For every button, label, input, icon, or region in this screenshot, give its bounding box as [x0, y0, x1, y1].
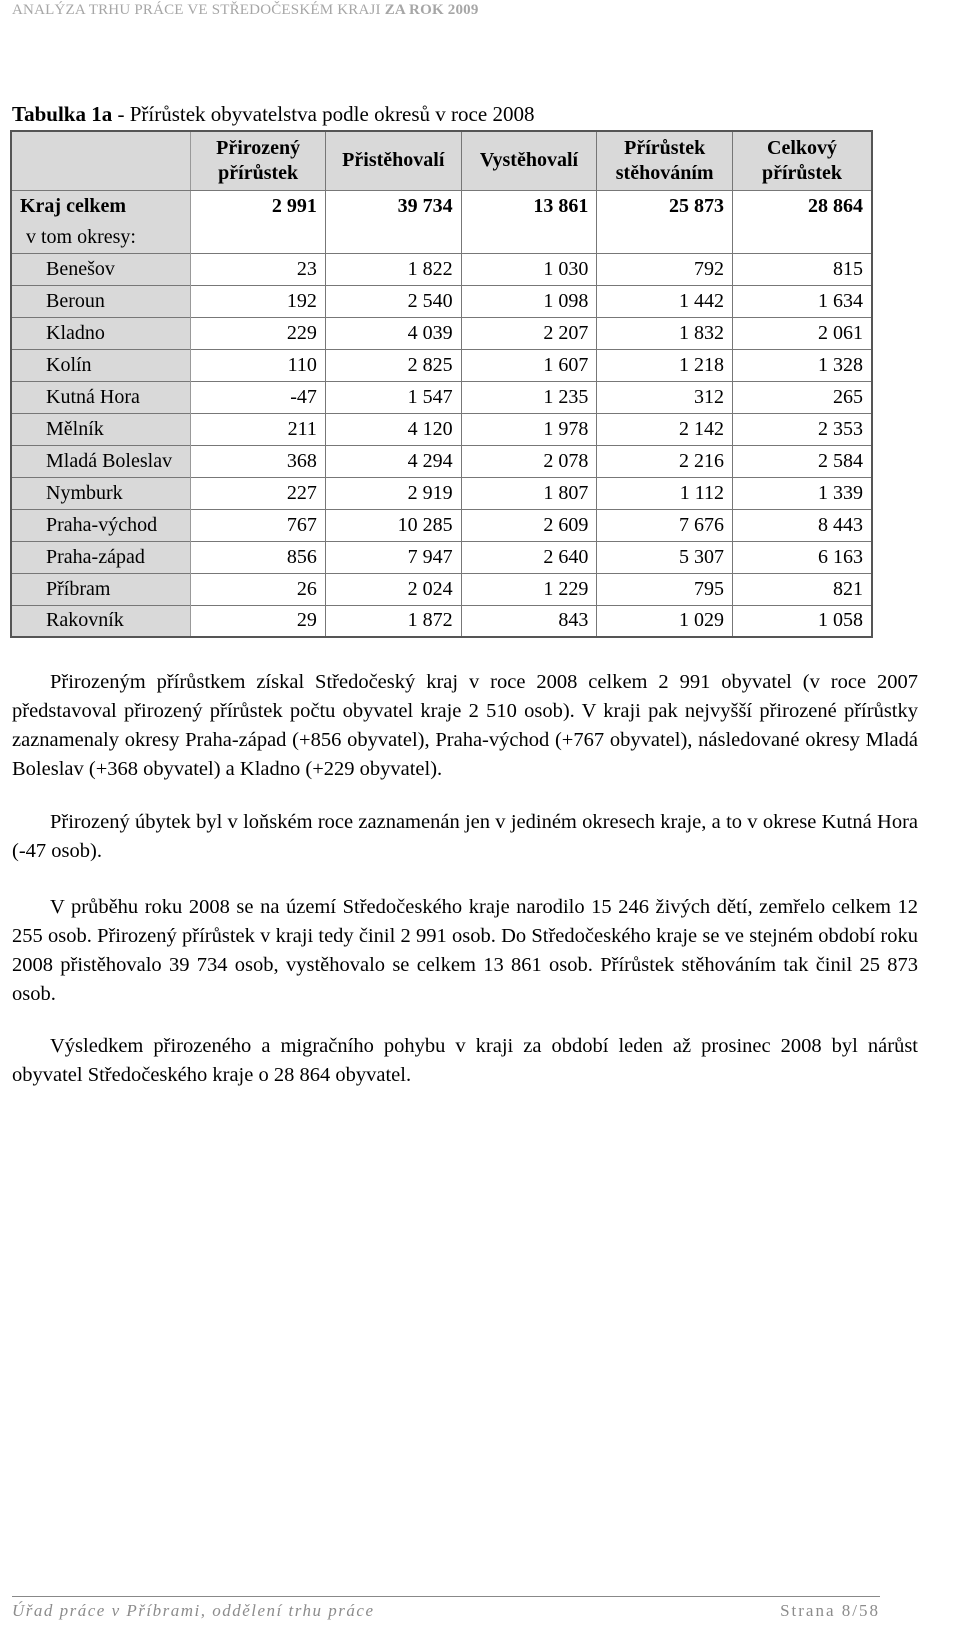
population-table: [10, 130, 873, 638]
col-header-immigrants: Přistěhovalí: [325, 131, 461, 190]
footer-page-number: Strana 8/58: [780, 1601, 880, 1620]
running-header: [12, 2, 479, 19]
row-label: Benešov: [11, 253, 191, 285]
table-cell: 2 825: [325, 349, 461, 381]
footer-office: Úřad práce v Příbrami, oddělení trhu práce: [12, 1601, 375, 1620]
table-row: [11, 541, 872, 573]
row-label: Praha-západ: [11, 541, 191, 573]
table-cell: -47: [191, 381, 326, 413]
table-cell: 312: [597, 381, 733, 413]
table-cell: 821: [733, 573, 873, 605]
col-header-natural-increase: Přirozený přírůstek: [191, 131, 326, 190]
table-cell: 13 861: [461, 190, 597, 223]
table-cell: 4 039: [325, 317, 461, 349]
table-cell: 25 873: [597, 190, 733, 223]
table-cell: 795: [597, 573, 733, 605]
table-cell: 1 872: [325, 605, 461, 637]
table-cell: 1 029: [597, 605, 733, 637]
table-cell: 39 734: [325, 190, 461, 223]
table-cell: 1 442: [597, 285, 733, 317]
table-cell: 2 540: [325, 285, 461, 317]
col-header-migration-increase: Přírůstek stěhováním: [597, 131, 733, 190]
table-cell: 1 339: [733, 477, 873, 509]
row-label: Kutná Hora: [11, 381, 191, 413]
table-row: [11, 253, 872, 285]
table-cell: 2 078: [461, 445, 597, 477]
table-cell: 5 307: [597, 541, 733, 573]
table-cell: 1 822: [325, 253, 461, 285]
table-body: [11, 190, 872, 637]
table-cell: 2 024: [325, 573, 461, 605]
table-cell: 1 030: [461, 253, 597, 285]
table-row: [11, 285, 872, 317]
table-cell: 110: [191, 349, 326, 381]
table-cell: 1 112: [597, 477, 733, 509]
table-row: [11, 381, 872, 413]
table-row: [11, 445, 872, 477]
table-cell: 23: [191, 253, 326, 285]
table-cell: 1 547: [325, 381, 461, 413]
table-cell: [461, 223, 597, 253]
table-cell: 6 163: [733, 541, 873, 573]
row-label: Mělník: [11, 413, 191, 445]
table-row: [11, 509, 872, 541]
table-cell: 1 098: [461, 285, 597, 317]
col-header-emigrants: Vystěhovalí: [461, 131, 597, 190]
table-cell: 815: [733, 253, 873, 285]
col-header-total-increase: Celkový přírůstek: [733, 131, 873, 190]
footer-divider: [12, 1596, 880, 1597]
table-cell: 2 061: [733, 317, 873, 349]
table-header: [11, 131, 872, 190]
paragraph-natural-decrease: Přirozený úbytek byl v loňském roce zaznamenán jen v jediném okresech kraje, a to v okrese Kutná Hora (-47 osob).: [12, 811, 918, 862]
table-cell: 29: [191, 605, 326, 637]
table-cell: 4 120: [325, 413, 461, 445]
table-row: [11, 605, 872, 637]
row-label: v tom okresy:: [11, 223, 191, 253]
table-cell: 1 328: [733, 349, 873, 381]
table-title-label: Tabulka 1a: [12, 102, 113, 126]
table-cell: [325, 223, 461, 253]
table-cell: 229: [191, 317, 326, 349]
table-cell: 7 676: [597, 509, 733, 541]
table-row: [11, 349, 872, 381]
table-cell: 265: [733, 381, 873, 413]
table-cell: 1 807: [461, 477, 597, 509]
table-cell: 7 947: [325, 541, 461, 573]
table-cell: 1 607: [461, 349, 597, 381]
paragraph-births-deaths: V průběhu roku 2008 se na území Středočeského kraje narodilo 15 246 živých dětí, zemřelo celkem 12 255 osob. Přirozený přírůstek v kraji tedy činil 2 991 osob. Do Středočeského kraje se ve stejném období roku 2008 přistěhovalo 39 734 osob, vystěhovalo se celkem 13 861 osob. Přírůstek stěhováním tak činil 25 873 osob.: [12, 896, 918, 1005]
table-row: [11, 573, 872, 605]
table-cell: 2 584: [733, 445, 873, 477]
table-cell: 2 919: [325, 477, 461, 509]
table-cell: 767: [191, 509, 326, 541]
table-cell: 2 640: [461, 541, 597, 573]
table-cell: 2 609: [461, 509, 597, 541]
table-cell: 10 285: [325, 509, 461, 541]
table-header-row: [11, 131, 872, 190]
row-label: Kladno: [11, 317, 191, 349]
row-label: Beroun: [11, 285, 191, 317]
table-cell: [191, 223, 326, 253]
table-cell: 2 142: [597, 413, 733, 445]
table-cell: [597, 223, 733, 253]
table-cell: 1 058: [733, 605, 873, 637]
table-cell: 211: [191, 413, 326, 445]
table-cell: 26: [191, 573, 326, 605]
table-cell: 8 443: [733, 509, 873, 541]
row-label: Nymburk: [11, 477, 191, 509]
row-label: Kraj celkem: [11, 190, 191, 223]
table-cell: 1 218: [597, 349, 733, 381]
running-header-title: ANALÝZA TRHU PRÁCE VE STŘEDOČESKÉM KRAJI: [12, 2, 381, 18]
table-cell: 792: [597, 253, 733, 285]
table-row: [11, 413, 872, 445]
table-cell: 227: [191, 477, 326, 509]
table-title-text: - Přírůstek obyvatelstva podle okresů v roce 2008: [112, 102, 535, 126]
table-row: [11, 477, 872, 509]
paragraph-natural-increase: Přirozeným přírůstkem získal Středočeský kraj v roce 2008 celkem 2 991 obyvatel (v roce 2007 představoval přirozený přírůstek počtu obyvatel kraje 2 510 osob). V kraji pak nejvyšší přirozené přírůstky zaznamenaly okresy Praha-západ (+856 obyvatel), Praha-východ (+767 obyvatel), následované okresy Mladá Boleslav (+368 obyvatel) a Kladno (+229 obyvatel).: [12, 671, 918, 780]
table-cell: [733, 223, 873, 253]
table-cell: 856: [191, 541, 326, 573]
header-corner-cell: [11, 131, 191, 190]
row-label: Kolín: [11, 349, 191, 381]
row-label: Praha-východ: [11, 509, 191, 541]
table-row-total: [11, 190, 872, 223]
table-row-subheader: [11, 223, 872, 253]
table-title: [12, 102, 534, 127]
row-label: Příbram: [11, 573, 191, 605]
table-cell: 1 235: [461, 381, 597, 413]
table-cell: 1 634: [733, 285, 873, 317]
table-cell: 2 216: [597, 445, 733, 477]
table-cell: 1 832: [597, 317, 733, 349]
paragraph-result: Výsledkem přirozeného a migračního pohybu v kraji za období leden až prosinec 2008 byl nárůst obyvatel Středočeského kraje o 28 864 obyvatel.: [12, 1035, 918, 1086]
table-cell: 1 978: [461, 413, 597, 445]
table-cell: 1 229: [461, 573, 597, 605]
row-label: Rakovník: [11, 605, 191, 637]
row-label: Mladá Boleslav: [11, 445, 191, 477]
table-cell: 843: [461, 605, 597, 637]
table-cell: 28 864: [733, 190, 873, 223]
table-cell: 192: [191, 285, 326, 317]
running-header-year: ZA ROK 2009: [384, 2, 479, 18]
table-cell: 2 353: [733, 413, 873, 445]
table-row: [11, 317, 872, 349]
table-cell: 2 991: [191, 190, 326, 223]
table-cell: 368: [191, 445, 326, 477]
table-cell: 2 207: [461, 317, 597, 349]
table-cell: 4 294: [325, 445, 461, 477]
